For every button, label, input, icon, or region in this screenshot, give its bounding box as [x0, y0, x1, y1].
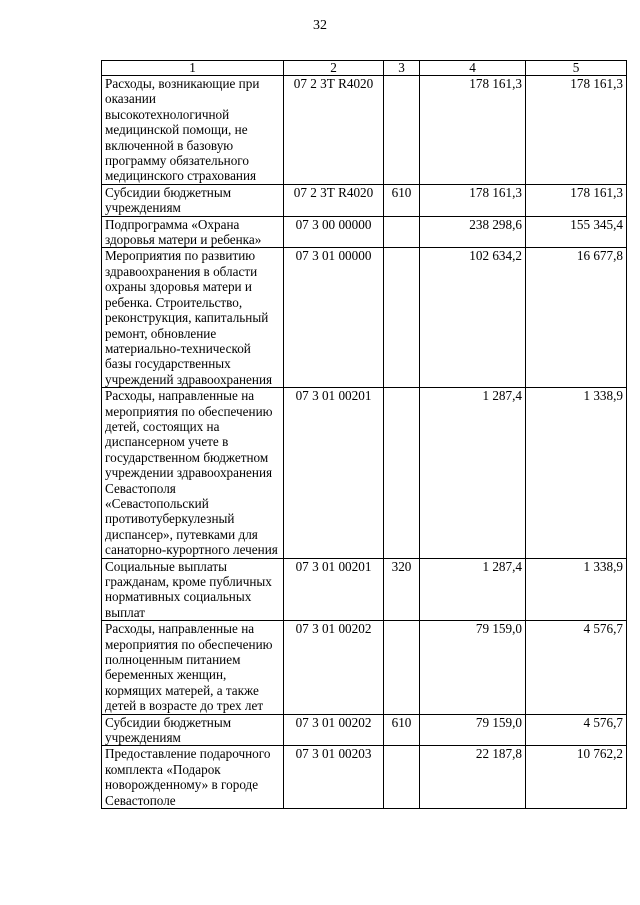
table-row	[102, 76, 627, 185]
row-sum-1: 102 634,2	[420, 248, 526, 388]
row-sum-1: 79 159,0	[420, 714, 526, 746]
row-sum-2: 155 345,4	[526, 216, 627, 248]
row-sum-1: 1 287,4	[420, 388, 526, 558]
row-name: Подпрограмма «Охрана здоровья матери и ребенка»	[102, 216, 284, 248]
row-sum-1: 22 187,8	[420, 746, 526, 809]
row-kvr	[384, 621, 420, 714]
row-name: Расходы, направленные на мероприятия по обеспечению полноценным питанием беременных женщин, кормящих матерей, а также детей в возрасте до трех лет	[102, 621, 284, 714]
row-code: 07 3 01 00202	[284, 714, 384, 746]
row-sum-1: 178 161,3	[420, 76, 526, 185]
row-kvr	[384, 248, 420, 388]
page-number: 32	[313, 18, 327, 33]
row-name: Субсидии бюджетным учреждениям	[102, 184, 284, 216]
row-name: Расходы, направленные на мероприятия по обеспечению детей, состоящих на диспансерном учете в государственном бюджетном учреждении здравоохранения Севастополя «Севастопольский противотуберкулезный диспансер», путевками для санаторно-курортного лечения	[102, 388, 284, 558]
row-sum-2: 4 576,7	[526, 714, 627, 746]
row-sum-1: 178 161,3	[420, 184, 526, 216]
column-header: 4	[420, 61, 526, 76]
budget-table	[101, 60, 627, 809]
row-kvr	[384, 746, 420, 809]
row-code: 07 3 01 00201	[284, 558, 384, 621]
row-code: 07 2 3Т R4020	[284, 184, 384, 216]
table-row	[102, 216, 627, 248]
row-sum-1: 1 287,4	[420, 558, 526, 621]
table-row	[102, 248, 627, 388]
row-sum-2: 10 762,2	[526, 746, 627, 809]
table-row	[102, 388, 627, 558]
row-sum-2: 178 161,3	[526, 76, 627, 185]
row-name: Расходы, возникающие при оказании высокотехнологичной медицинской помощи, не включенной в базовую программу обязательного медицинского страхования	[102, 76, 284, 185]
row-code: 07 3 01 00202	[284, 621, 384, 714]
row-code: 07 3 01 00000	[284, 248, 384, 388]
row-code: 07 3 01 00203	[284, 746, 384, 809]
row-code: 07 3 00 00000	[284, 216, 384, 248]
table-row	[102, 184, 627, 216]
table-row	[102, 714, 627, 746]
row-kvr	[384, 216, 420, 248]
column-header: 1	[102, 61, 284, 76]
row-name: Социальные выплаты гражданам, кроме публичных нормативных социальных выплат	[102, 558, 284, 621]
row-sum-2: 178 161,3	[526, 184, 627, 216]
row-sum-2: 4 576,7	[526, 621, 627, 714]
row-code: 07 3 01 00201	[284, 388, 384, 558]
table-row	[102, 621, 627, 714]
row-kvr: 610	[384, 714, 420, 746]
row-sum-2: 1 338,9	[526, 558, 627, 621]
row-kvr	[384, 388, 420, 558]
row-sum-1: 79 159,0	[420, 621, 526, 714]
row-kvr: 610	[384, 184, 420, 216]
row-sum-1: 238 298,6	[420, 216, 526, 248]
row-code: 07 2 3Т R4020	[284, 76, 384, 185]
row-name: Мероприятия по развитию здравоохранения в области охраны здоровья матери и ребенка. Строительство, реконструкция, капитальный ремонт, обновление материально-технической базы государственных учреждений здравоохранения	[102, 248, 284, 388]
row-kvr	[384, 76, 420, 185]
row-kvr: 320	[384, 558, 420, 621]
row-name: Субсидии бюджетным учреждениям	[102, 714, 284, 746]
column-header: 2	[284, 61, 384, 76]
row-name: Предоставление подарочного комплекта «Подарок новорожденному» в городе Севастополе	[102, 746, 284, 809]
table-row	[102, 746, 627, 809]
table-row	[102, 558, 627, 621]
header-row	[102, 61, 627, 76]
row-sum-2: 1 338,9	[526, 388, 627, 558]
row-sum-2: 16 677,8	[526, 248, 627, 388]
column-header: 3	[384, 61, 420, 76]
column-header: 5	[526, 61, 627, 76]
